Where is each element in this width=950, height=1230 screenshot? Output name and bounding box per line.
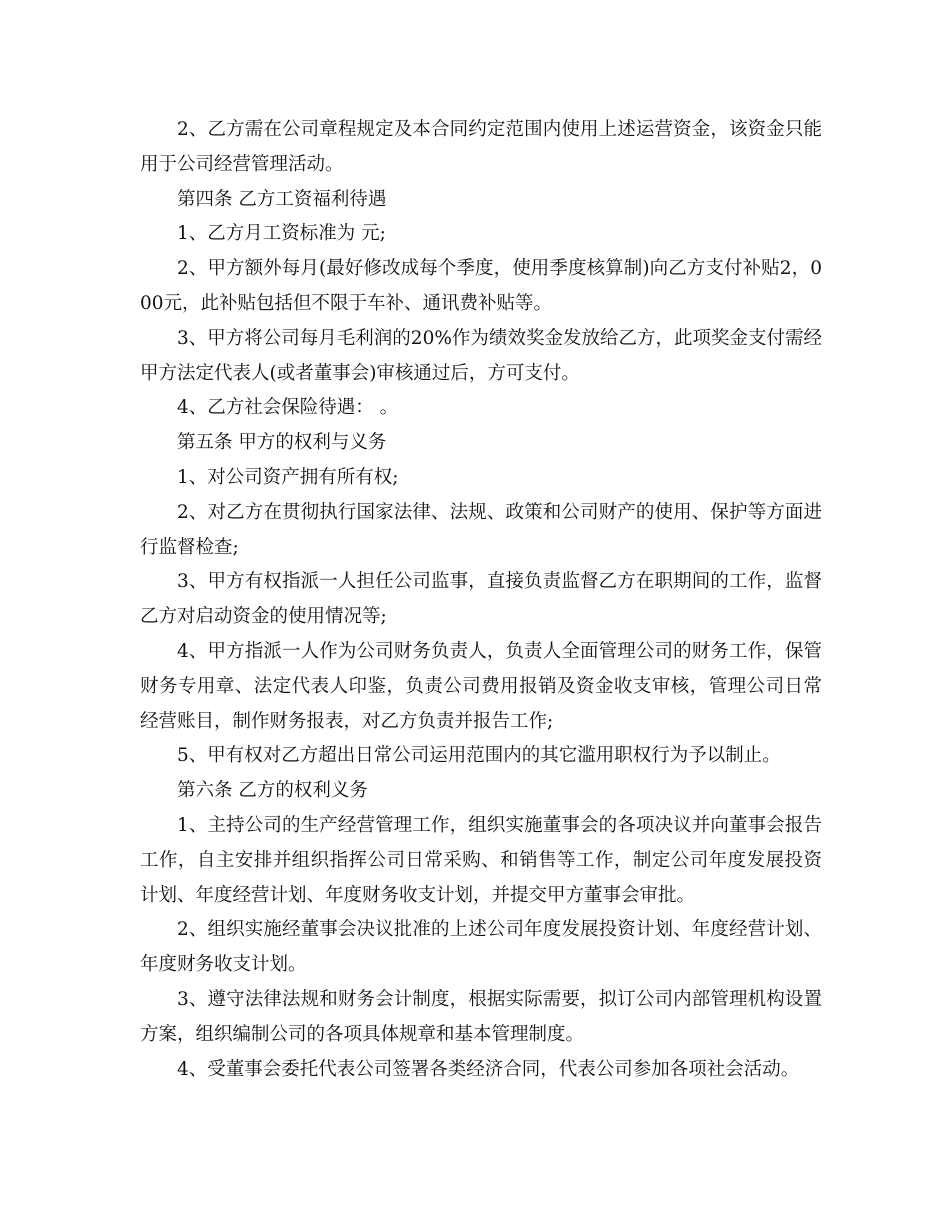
- document-page: [140, 113, 822, 1087]
- paragraph: 3、甲方有权指派一人担任公司监事，直接负责监督乙方在职期间的工作，监督乙方对启动资金的使用情况等;: [140, 571, 822, 628]
- paragraph: 2、乙方需在公司章程规定及本合同约定范围内使用上述运营资金，该资金只能用于公司经营管理活动。: [140, 119, 822, 175]
- paragraph: 2、对乙方在贯彻执行国家法律、法规、政策和公司财产的使用、保护等方面进行监督检查;: [140, 501, 822, 558]
- paragraph: 1、乙方月工资标准为 元;: [177, 223, 386, 245]
- paragraph: 3、甲方将公司每月毛利润的20%作为绩效奖金发放给乙方，此项奖金支付需经甲方法定代表人(或者董事会)审核通过后，方可支付。: [140, 327, 822, 384]
- paragraph: 2、组织实施经董事会决议批准的上述公司年度发展投资计划、年度经营计划、年度财务收支计划。: [140, 919, 822, 976]
- paragraph: 4、受董事会委托代表公司签署各类经济合同，代表公司参加各项社会活动。: [177, 1058, 800, 1080]
- article-heading-4: 第四条 乙方工资福利待遇: [177, 188, 387, 210]
- article-heading-5: 第五条 甲方的权利与义务: [177, 432, 387, 454]
- paragraph: 4、乙方社会保险待遇： 。: [177, 397, 399, 419]
- paragraph: 3、遵守法律法规和财务会计制度，根据实际需要，拟订公司内部管理机构设置方案，组织编制公司的各项具体规章和基本管理制度。: [140, 988, 822, 1045]
- paragraph: 4、甲方指派一人作为公司财务负责人，负责人全面管理公司的财务工作，保管财务专用章、法定代表人印鉴，负责公司费用报销及资金收支审核，管理公司日常经营账目，制作财务报表，对乙方负责并报告工作;: [140, 640, 822, 732]
- paragraph: 1、主持公司的生产经营管理工作，组织实施董事会的各项决议并向董事会报告工作，自主安排并组织指挥公司日常采购、和销售等工作，制定公司年度发展投资计划、年度经营计划、年度财务收支计划，并提交甲方董事会审批。: [140, 814, 822, 906]
- paragraph: 5、甲有权对乙方超出日常公司运用范围内的其它滥用职权行为予以制止。: [177, 745, 781, 767]
- article-heading-6: 第六条 乙方的权利义务: [177, 780, 368, 802]
- paragraph: 2、甲方额外每月(最好修改成每个季度，使用季度核算制)向乙方支付补贴2，000元，此补贴包括但不限于车补、通讯费补贴等。: [140, 258, 822, 314]
- paragraph: 1、对公司资产拥有所有权;: [177, 466, 399, 488]
